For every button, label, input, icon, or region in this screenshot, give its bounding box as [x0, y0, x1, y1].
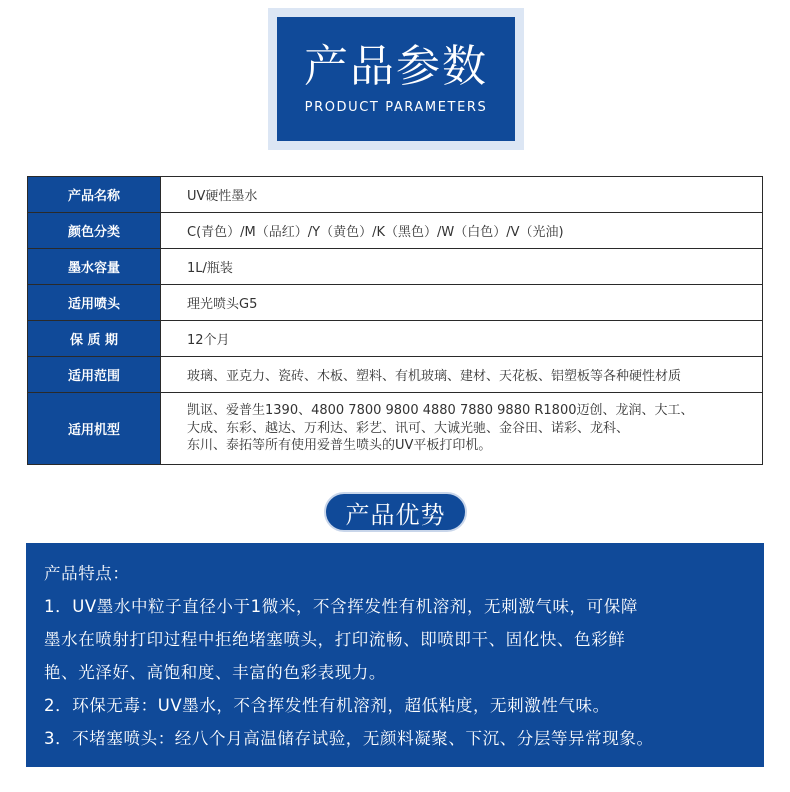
param-value: 1L/瓶装	[161, 249, 763, 285]
feature-line: 墨水在喷射打印过程中拒绝堵塞喷头，打印流畅、即喷即干、固化快、色彩鲜	[44, 630, 626, 649]
page-title: 产品参数	[304, 41, 488, 93]
param-key: 产品名称	[28, 177, 161, 213]
feature-line: 2．环保无毒：UV墨水，不含挥发性有机溶剂，超低粘度，无刺激性气味。	[44, 696, 610, 715]
param-key: 适用机型	[28, 393, 161, 465]
advantage-title: 产品优势	[324, 492, 467, 532]
param-value-line: 东川、泰拓等所有使用爱普生喷头的UV平板打印机。	[187, 438, 492, 454]
feature-line: 艳、光泽好、高饱和度、丰富的色彩表现力。	[44, 663, 386, 682]
parameters-table	[27, 176, 763, 465]
param-value-multiline	[161, 393, 763, 465]
feature-line: 3．不堵塞喷头：经八个月高温储存试验，无颜料凝聚、下沉、分层等异常现象。	[44, 729, 654, 748]
table-row	[28, 321, 763, 357]
param-value-line: 大成、东彩、越达、万利达、彩艺、讯可、大诚光驰、金谷田、诺彩、龙科、	[187, 420, 630, 436]
param-value: 玻璃、亚克力、瓷砖、木板、塑料、有机玻璃、建材、天花板、铝塑板等各种硬性材质	[161, 357, 763, 393]
feature-line: 1．UV墨水中粒子直径小于1微米，不含挥发性有机溶剂，无刺激气味，可保障	[44, 597, 638, 616]
param-key: 颜色分类	[28, 213, 161, 249]
table-row	[28, 249, 763, 285]
table-row	[28, 285, 763, 321]
features-panel	[26, 543, 764, 767]
param-value: UV硬性墨水	[161, 177, 763, 213]
table-row	[28, 393, 763, 465]
param-key: 适用喷头	[28, 285, 161, 321]
param-value-line: 凯讴、爱普生1390、4800 7800 9800 4880 7880 9880 R1800迈创、龙润、大工、	[187, 403, 694, 419]
page-subtitle: PRODUCT PARAMETERS	[304, 99, 488, 115]
param-key: 墨水容量	[28, 249, 161, 285]
param-key: 适用范围	[28, 357, 161, 393]
param-value: C(青色）/M（品红）/Y（黄色）/K（黑色）/W（白色）/V（光油)	[161, 213, 763, 249]
param-value: 12个月	[161, 321, 763, 357]
param-value: 理光喷头G5	[161, 285, 763, 321]
features-heading: 产品特点：	[44, 564, 130, 583]
table-row	[28, 213, 763, 249]
header-banner	[277, 17, 515, 141]
param-key: 保 质 期	[28, 321, 161, 357]
table-row	[28, 177, 763, 213]
table-row	[28, 357, 763, 393]
header-frame	[268, 8, 524, 150]
